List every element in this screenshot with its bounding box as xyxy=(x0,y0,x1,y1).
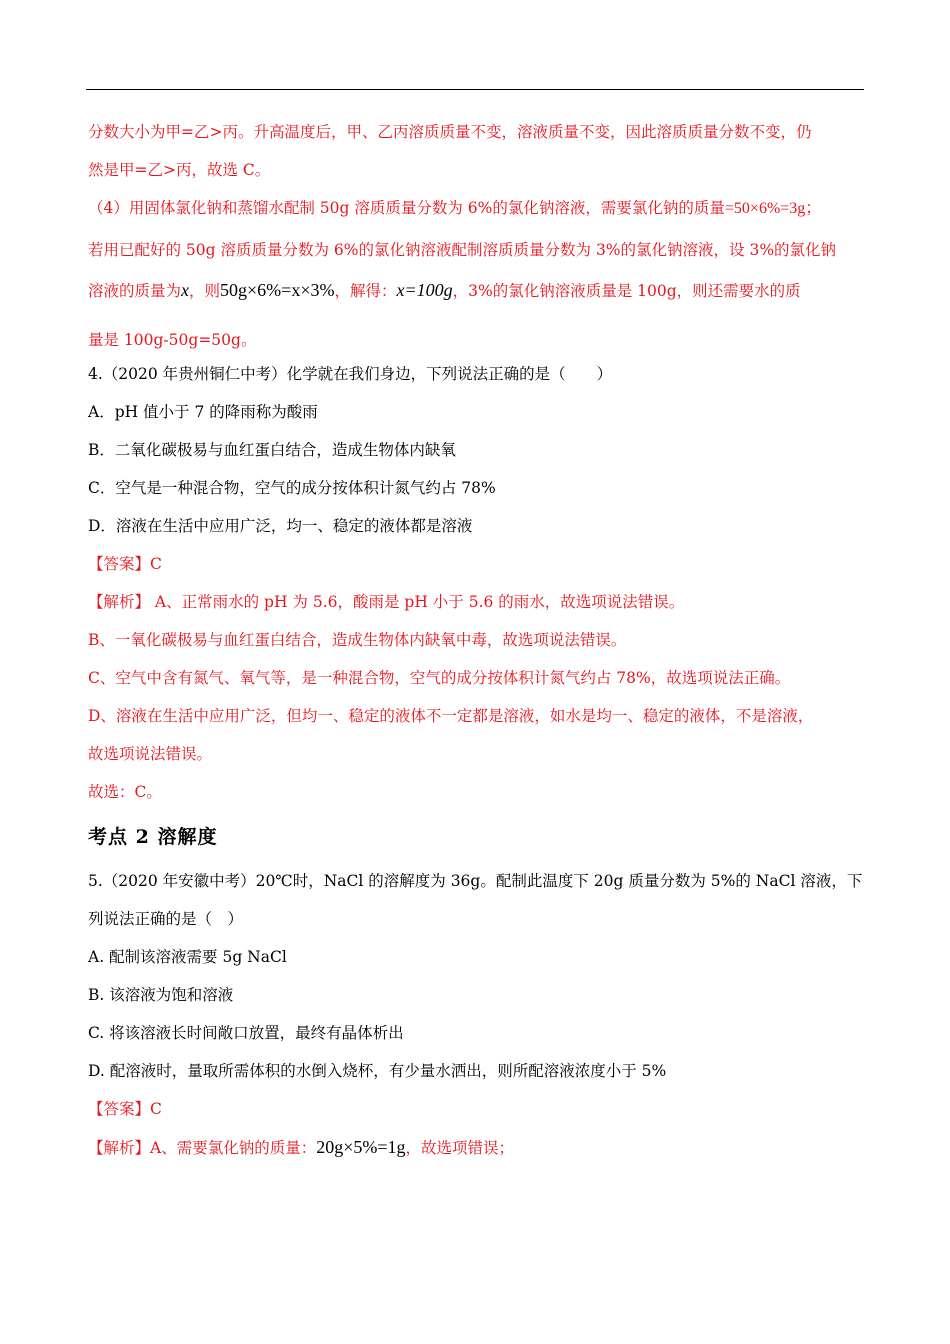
option-b: B. 该溶液为饱和溶液 xyxy=(88,986,234,1004)
option-a: A．pH 值小于 7 的降雨称为酸雨 xyxy=(88,403,318,421)
explanation-line: 分数大小为甲=乙>丙。升高温度后，甲、乙丙溶质质量不变，溶液质量不变，因此溶质质量分数不变，仍 xyxy=(88,123,812,141)
explanation-line: B、一氧化碳极易与血红蛋白结合，造成生物体内缺氧中毒，故选项说法错误。 xyxy=(88,631,627,649)
math-expression: 20g×5%=1g xyxy=(316,1137,406,1157)
explanation-text: 【解析】A、需要氯化钠的质量： xyxy=(88,1139,317,1157)
explanation-line: 若用已配好的 50g 溶质质量分数为 6%的氯化钠溶液配制溶质质量分数为 3%的氯化钠溶液，设 3%的氯化钠 xyxy=(88,241,837,259)
explanation-text: ，3%的氯化钠溶液质量是 100g，则还需要水的质 xyxy=(452,282,801,300)
explanation-text: ，故选项错误； xyxy=(405,1139,515,1157)
option-c: C．空气是一种混合物，空气的成分按体积计氮气约占 78% xyxy=(88,479,496,497)
section-heading: 考点 2 溶解度 xyxy=(88,826,218,848)
question-4: 4.（2020 年贵州铜仁中考）化学就在我们身边，下列说法正确的是（ ） xyxy=(88,365,613,383)
explanation-text: ，解得： xyxy=(334,282,397,300)
explanation-line: D、溶液在生活中应用广泛，但均一、稳定的液体不一定都是溶液，如水是均一、稳定的液体，不是溶液， xyxy=(88,707,814,725)
option-c: C. 将该溶液长时间敞口放置，最终有晶体析出 xyxy=(88,1024,404,1042)
math-expression: x=100g xyxy=(396,280,453,300)
explanation-text: （4）用固体氯化钠和蒸馏水配制 50g 溶质质量分数为 6%的氯化钠溶液，需要氯化钠的质量 xyxy=(88,199,725,217)
option-a: A. 配制该溶液需要 5g NaCl xyxy=(88,948,287,966)
question-5-cont: 列说法正确的是（ ） xyxy=(88,910,244,928)
explanation-line: 量是 100g-50g=50g。 xyxy=(88,331,257,349)
explanation-line xyxy=(88,1137,514,1158)
explanation-line xyxy=(88,198,821,219)
option-d: D．溶液在生活中应用广泛，均一、稳定的液体都是溶液 xyxy=(88,517,473,535)
explanation-text: ，则 xyxy=(189,282,221,300)
math-expression: 50g×6%=x×3% xyxy=(220,280,335,300)
math-variable: x xyxy=(181,280,190,300)
explanation-line: 【解析】 A、正常雨水的 pH 为 5.6，酸雨是 pH 小于 5.6 的雨水，故选项说法错误。 xyxy=(88,593,685,611)
option-b: B．二氧化碳极易与血红蛋白结合，造成生物体内缺氧 xyxy=(88,441,456,459)
question-5: 5.（2020 年安徽中考）20℃时，NaCl 的溶解度为 36g。配制此温度下 20g 质量分数为 5%的 NaCl 溶液，下 xyxy=(88,872,863,890)
math-expression: =50×6%=3g； xyxy=(724,200,822,217)
explanation-line: 故选项说法错误。 xyxy=(88,745,213,763)
option-d: D. 配溶液时，量取所需体积的水倒入烧杯，有少量水洒出，则所配溶液浓度小于 5% xyxy=(88,1062,667,1080)
answer-label: 【答案】C xyxy=(88,1100,162,1118)
explanation-text: 溶液的质量为 xyxy=(88,282,182,300)
explanation-line: 然是甲=乙>丙，故选 C。 xyxy=(88,161,271,179)
explanation-line: C、空气中含有氮气、氧气等，是一种混合物，空气的成分按体积计氮气约占 78%，故选项说法正确。 xyxy=(88,669,791,687)
answer-label: 【答案】C xyxy=(88,555,162,573)
header-rule xyxy=(86,89,864,90)
explanation-line: 故选：C。 xyxy=(88,783,162,801)
explanation-line xyxy=(88,280,801,301)
